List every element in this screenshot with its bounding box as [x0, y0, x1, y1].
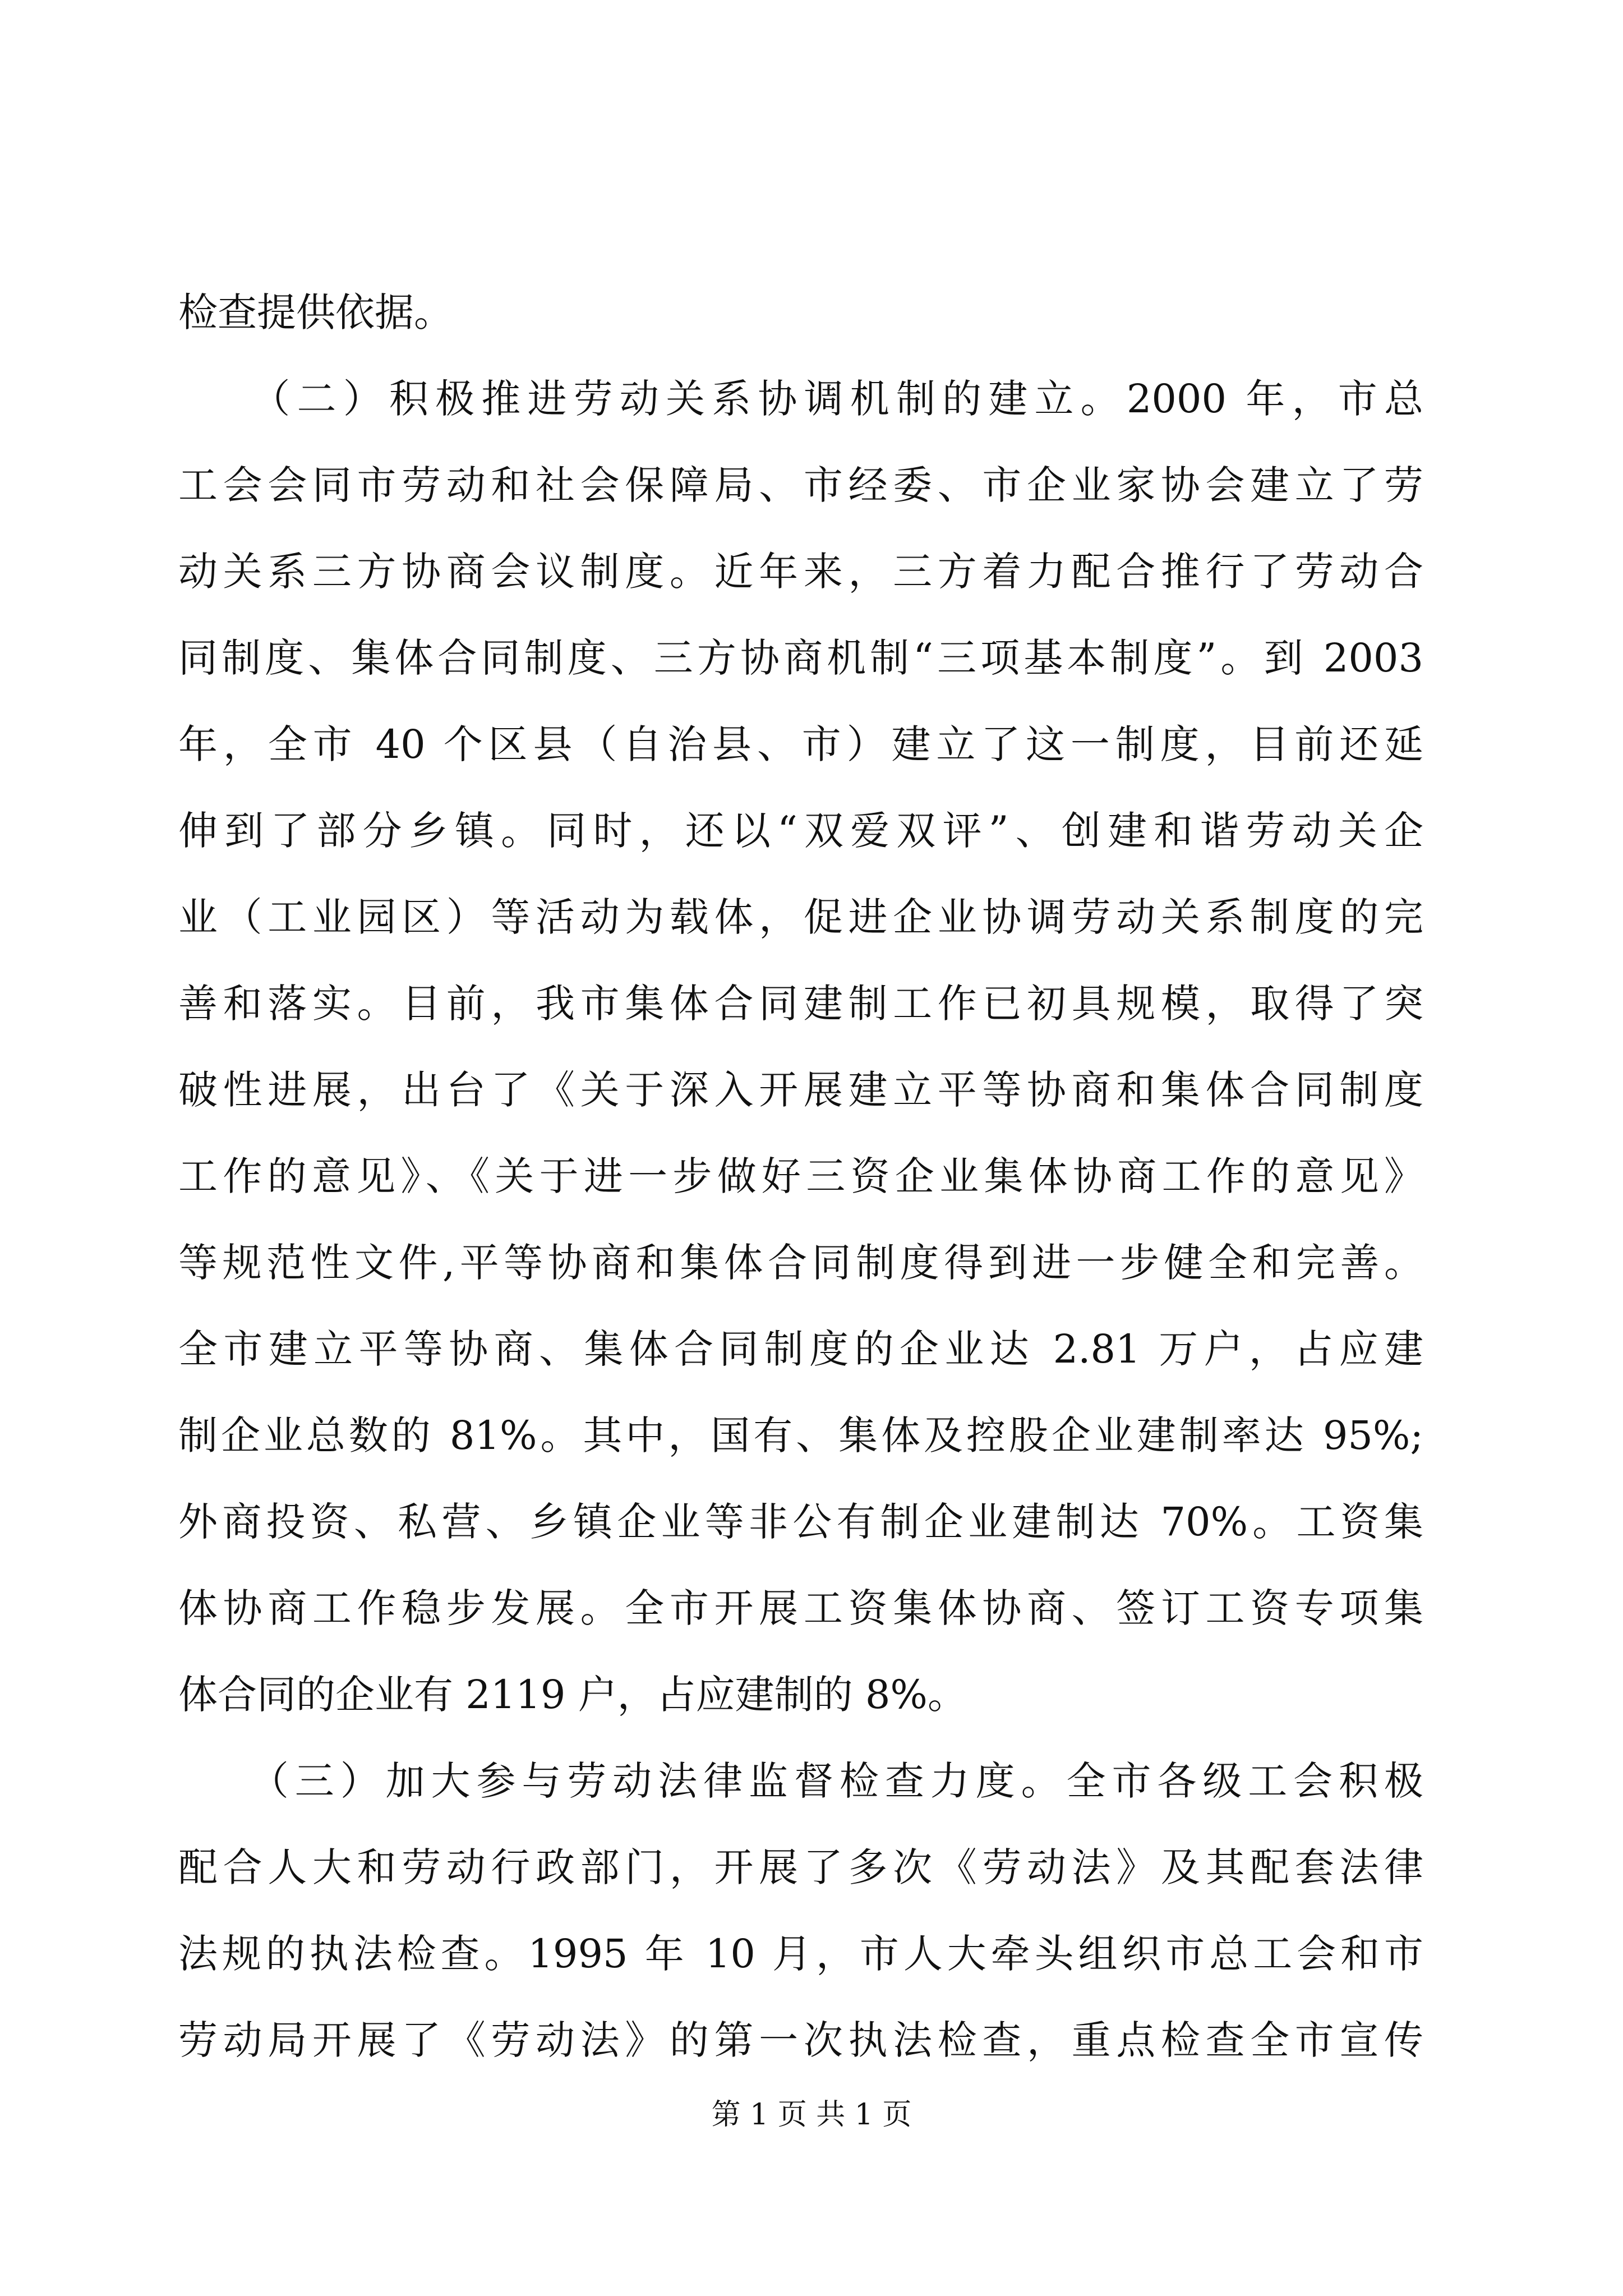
text-line: 法规的执法检查。1995 年 10 月，市人大牵头组织市总工会和市: [178, 1931, 1423, 1977]
text-line: 检查提供依据。: [178, 289, 453, 335]
text-line: 劳动局开展了《劳动法》的第一次执法检查，重点检查全市宣传: [178, 2017, 1423, 2063]
text-line: （三）加大参与劳动法律监督检查力度。全市各级工会积极: [178, 1758, 1423, 1804]
text-line: 工会会同市劳动和社会保障局、市经委、市企业家协会建立了劳: [178, 462, 1423, 508]
text-line: 体合同的企业有 2119 户，占应建制的 8%。: [178, 1672, 967, 1718]
text-line: 制企业总数的 81%。其中，国有、集体及控股企业建制率达 95%;: [178, 1412, 1423, 1458]
text-line: 动关系三方协商会议制度。近年来，三方着力配合推行了劳动合: [178, 549, 1423, 595]
text-line: 破性进展，出台了《关于深入开展建立平等协商和集体合同制度: [178, 1067, 1423, 1113]
document-body: [178, 269, 1423, 2083]
text-line: （二）积极推进劳动关系协调机制的建立。2000 年，市总: [178, 376, 1423, 422]
text-line: 伸到了部分乡镇。同时，还以“双爱双评”、创建和谐劳动关企: [178, 808, 1423, 854]
text-line: 等规范性文件,平等协商和集体合同制度得到进一步健全和完善。: [178, 1240, 1423, 1286]
text-line: 业（工业园区）等活动为载体，促进企业协调劳动关系制度的完: [178, 894, 1423, 940]
text-line: 配合人大和劳动行政部门，开展了多次《劳动法》及其配套法律: [178, 1844, 1423, 1890]
text-line: 体协商工作稳步发展。全市开展工资集体协商、签订工资专项集: [178, 1585, 1423, 1631]
text-line: 同制度、集体合同制度、三方协商机制“三项基本制度”。到 2003: [178, 635, 1423, 681]
text-line: 工作的意见》、《关于进一步做好三资企业集体协商工作的意见》: [178, 1153, 1423, 1199]
text-line: 年，全市 40 个区县（自治县、市）建立了这一制度，目前还延: [178, 721, 1423, 767]
text-line: 善和落实。目前，我市集体合同建制工作已初具规模，取得了突: [178, 981, 1423, 1027]
page-footer: 第 1 页 共 1 页: [711, 2098, 912, 2132]
text-line: 全市建立平等协商、集体合同制度的企业达 2.81 万户，占应建: [178, 1326, 1423, 1372]
text-line: 外商投资、私营、乡镇企业等非公有制企业建制达 70%。工资集: [178, 1499, 1423, 1545]
